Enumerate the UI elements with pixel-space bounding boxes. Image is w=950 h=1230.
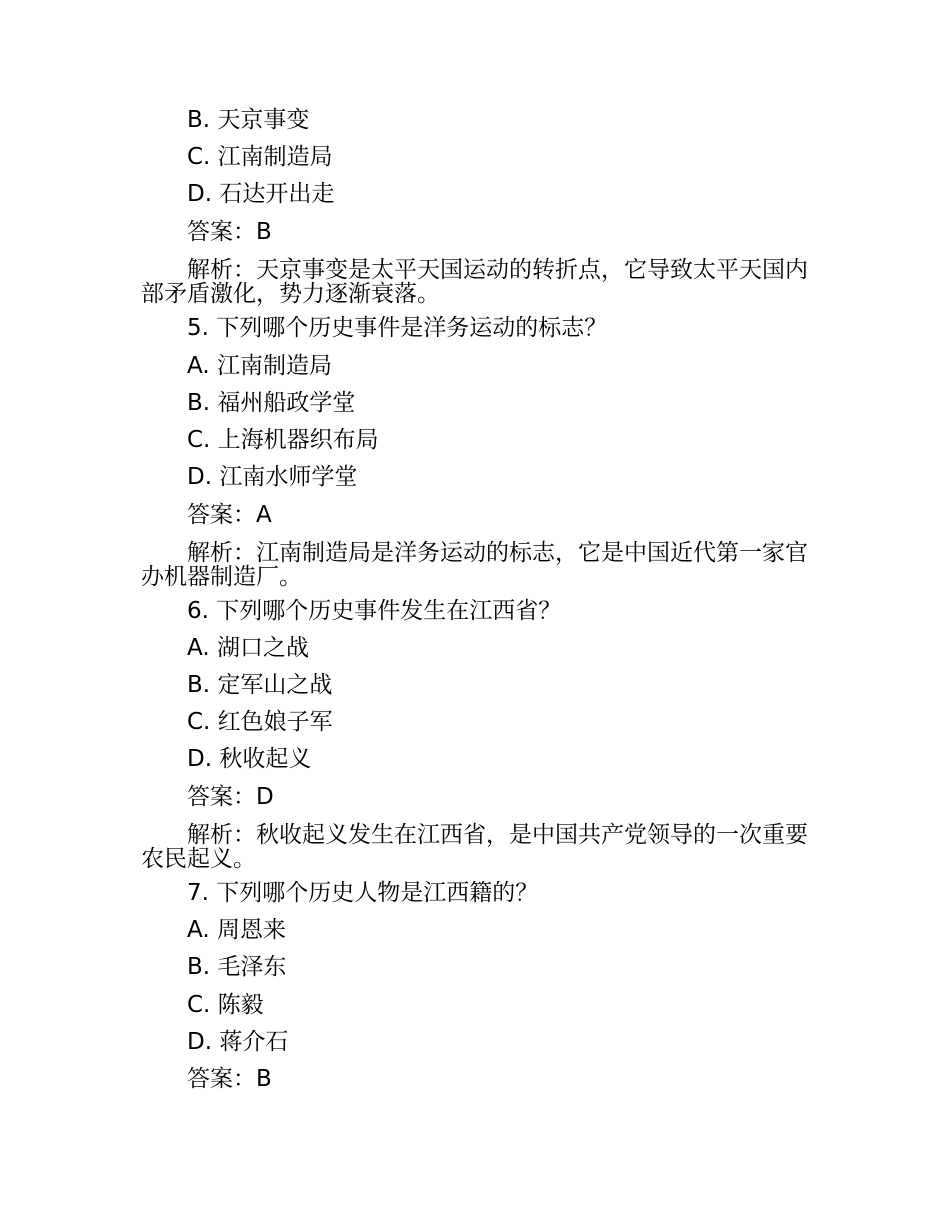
question-5: 5. 下列哪个历史事件是洋务运动的标志？ [187,315,608,341]
explanation-q5: 解析：江南制造局是洋务运动的标志，它是中国近代第一家官办机器制造厂。 [141,540,808,590]
question-7: 7. 下列哪个历史人物是江西籍的？ [187,880,539,906]
option-c-q5: C. 上海机器织布局 [187,427,379,453]
explanation-q6: 解析：秋收起义发生在江西省，是中国共产党领导的一次重要农民起义。 [141,822,808,872]
option-b-q4: B. 天京事变 [187,107,310,133]
option-b-q6: B. 定军山之战 [187,672,333,698]
answer-q5: 答案：A [187,502,272,528]
option-d-q4: D. 石达开出走 [187,181,335,207]
answer-q4: 答案：B [187,219,272,245]
explanation-q4: 解析：天京事变是太平天国运动的转折点，它导致太平天国内部矛盾激化，势力逐渐衰落。 [141,257,808,307]
answer-q6: 答案：D [187,784,274,810]
option-d-q6: D. 秋收起义 [187,746,312,772]
option-d-q5: D. 江南水师学堂 [187,464,358,490]
option-a-q5: A. 江南制造局 [187,353,332,379]
option-a-q7: A. 周恩来 [187,917,286,943]
option-c-q6: C. 红色娘子军 [187,709,333,735]
option-b-q5: B. 福州船政学堂 [187,390,356,416]
option-d-q7: D. 蒋介石 [187,1029,289,1055]
option-b-q7: B. 毛泽东 [187,954,287,980]
option-a-q6: A. 湖口之战 [187,635,309,661]
option-c-q7: C. 陈毅 [187,992,264,1018]
question-6: 6. 下列哪个历史事件发生在江西省？ [187,598,562,624]
option-c-q4: C. 江南制造局 [187,144,333,170]
answer-q7: 答案：B [187,1066,272,1092]
